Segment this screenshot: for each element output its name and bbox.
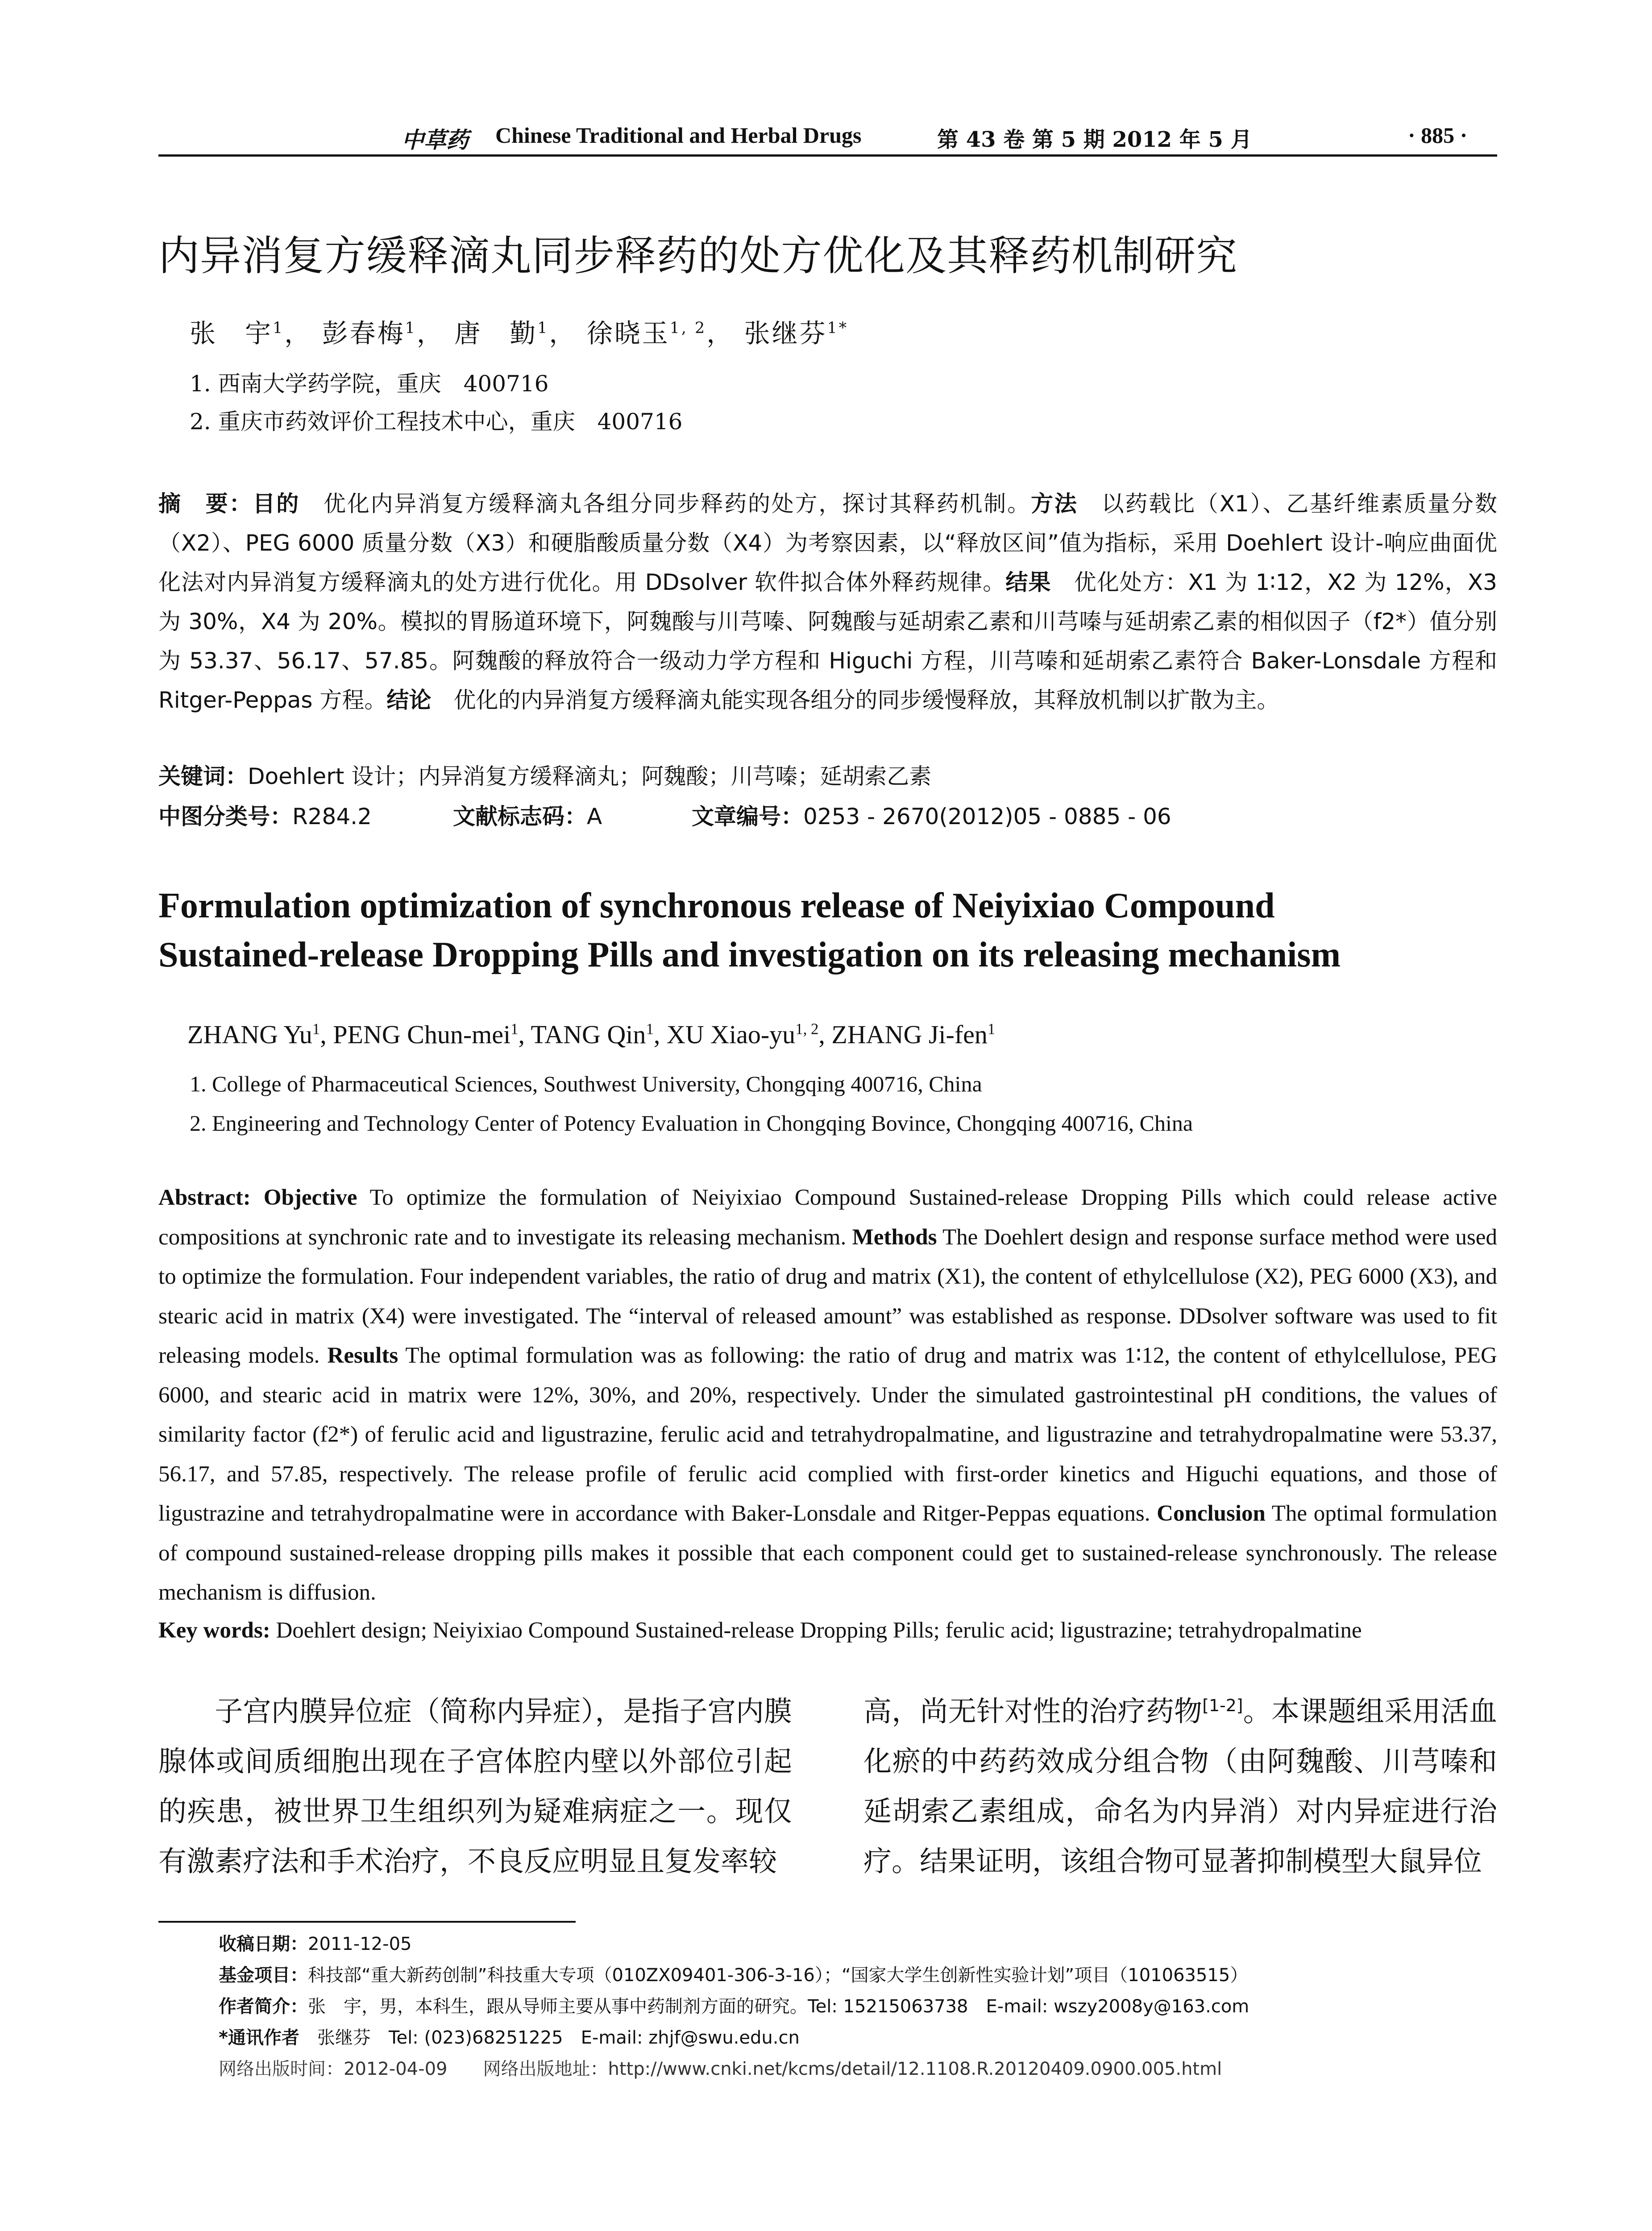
abstract-cn-label: 摘 要： [158,491,253,517]
objective-label-cn: 目的 [253,491,300,517]
affiliation-cn-1: 1. 西南大学药学院，重庆 400716 [190,371,549,397]
footnote-corresponding: *通讯作者 张继芬 Tel: (023)68251225 E-mail: zhjf@swu.edu.cn [219,2028,800,2048]
running-header [158,117,1497,153]
online-url-link[interactable]: http://www.cnki.net/kcms/detail/12.1108.R.20120409.0900.005.html [608,2059,1222,2079]
conclusion-label-cn: 结论 [386,687,432,713]
author-cn: 唐 勤 [454,318,538,348]
results-label-en: Results [327,1343,398,1368]
keywords-cn: 关键词：Doehlert 设计；内异消复方缓释滴丸；阿魏酸；川芎嗪；延胡索乙素 [158,763,932,789]
conclusion-label-en: Conclusion [1157,1501,1266,1526]
page-number: · 885 · [1408,123,1468,148]
authors-en: ZHANG Yu$^1$, PENG Chun-mei$^1$, TANG Qin$^1$, XU Xiao-yu$^{1, 2}$, ZHANG Ji-fen$^1$ [187,1020,996,1049]
author-cn: 彭春梅 [322,318,405,348]
title-en: Formulation optimization of synchronous release of Neiyixiao Compound Sustained-release Dropping Pills and investigation on its releasing mechanism [158,886,1341,975]
methods-label-en: Methods [852,1224,937,1250]
footnote-author: 作者简介：张 宇，男，本科生，跟从导师主要从事中药制剂方面的研究。Tel: 15215063738 E-mail: wszy2008y@163.com [219,1996,1249,2017]
methods-label-cn: 方法 [1031,491,1078,517]
abstract-cn: 摘 要：目的 优化内异消复方缓释滴丸各组分同步释药的处方，探讨其释药机制。方法 以药载比（X1）、乙基纤维素质量分数（X2）、PEG 6000 质量分数（X3）和硬脂酸质量分数（X4）为考察因素，以“释放区间”值为指标，采用 Doehlert 设计-响应曲面优化法对内异消复方缓释滴丸的处方进行优化。用 DDsolver 软件拟合体外释药规律。结果 优化处方：X1 为 1∶12，X2 为 12%，X3 为 30%，X4 为 20%。模拟的胃肠道环境下，阿魏酸与川芎嗪、阿魏酸与延胡索乙素和川芎嗪与延胡索乙素的相似因子（f2*）值分别为 53.37、56.17、57.85。阿魏酸的释放符合一级动力学方程和 Higuchi 方程，川芎嗪和延胡索乙素符合 Baker-Lonsdale 方程和 Ritger-Peppas 方程。结论 优化的内异消复方缓释滴丸能实现各组分的同步缓慢释放，其释放机制以扩散为主。 [158,491,1498,713]
footnote-fund: 基金项目：科技部“重大新药创制”科技重大专项（010ZX09401-306-3-16）；“国家大学生创新性实验计划”项目（101063515） [219,1965,1248,1986]
keywords-en: Key words: Doehlert design; Neiyixiao Compound Sustained-release Dropping Pills; ferulic acid; ligustrazine; tetrahydropalmatine [158,1618,1362,1643]
abstract-en: Abstract: Objective To optimize the formulation of Neiyixiao Compound Sustained-release Dropping Pills which could release active compositions at synchronic rate and to investigate its releasing mechanism. Methods The Doehlert design and response surface method were used to optimize the formulation. Four independent variables, the ratio of drug and matrix (X1), the content of ethylcellulose (X2), PEG 6000 (X3), and stearic acid in matrix (X4) were investigated. The “interval of released amount” was established as response. DDsolver software was used to fit releasing models. Results The optimal formulation was as following: the ratio of drug and matrix was 1∶12, the content of ethylcellulose, PEG 6000, and stearic acid in matrix were 12%, 30%, and 20%, respectively. Under the simulated gastrointestinal pH conditions, the values of similarity factor (f2*) of ferulic acid and ligustrazine, ferulic acid and tetrahydropalmatine, and ligustrazine and tetrahydropalmatine were 53.37, 56.17, and 57.85, respectively. The release profile of ferulic acid complied with first-order kinetics and Higuchi equations, and those of ligustrazine and tetrahydropalmatine were in accordance with Baker-Lonsdale and Ritger-Peppas equations. Conclusion The optimal formulation of compound sustained-release dropping pills makes it possible that each component could get to sustained-release synchronously. The release mechanism is diffusion. [158,1185,1498,1605]
authors-cn: 张 宇$^1$， 彭春梅$^1$， 唐 勤$^1$， 徐晓玉$^{1, 2}$， 张继芬$^{1*}$ [190,318,849,348]
footnote-received: 收稿日期：2011-12-05 [219,1934,412,1954]
header-rule [158,154,1497,157]
author-cn: 张继芬 [744,318,827,348]
results-label-cn: 结果 [1005,569,1051,595]
body-column-right: 高，尚无针对性的治疗药物[1-2]。本课题组采用活血化瘀的中药药效成分组合物（由阿魏酸、川芎嗪和延胡索乙素组成，命名为内异消）对内异症进行治疗。结果证明，该组合物可显著抑制模型大鼠异位 [863,1695,1498,1878]
objective-label-en: Objective [263,1185,357,1210]
footnote-online: 网络出版时间：2012-04-09 网络出版地址：http://www.cnki.net/kcms/detail/12.1108.R.20120409.0900.005.html [219,2059,1222,2079]
body-column-left: 子宫内膜异位症（简称内异症），是指子宫内膜腺体或间质细胞出现在子宫体腔内壁以外部位引起的疾患，被世界卫生组织列为疑难病症之一。现仅有激素疗法和手术治疗，不良反应明显且复发率较 [158,1695,792,1878]
journal-name-cn: 中草药 [402,127,469,153]
footnote-rule [158,1921,576,1923]
affiliation-cn-2: 2. 重庆市药效评价工程技术中心，重庆 400716 [190,409,683,435]
affiliation-en-2: 2. Engineering and Technology Center of Potency Evaluation in Chongqing Bovince, Chongqing 400716, China [190,1111,1193,1136]
author-cn: 徐晓玉 [586,318,670,348]
abstract-en-label: Abstract: [158,1185,251,1210]
journal-name-en: Chinese Traditional and Herbal Drugs [495,123,862,148]
issue-info: 第 43 卷 第 5 期 2012 年 5 月 [937,127,1252,152]
citation-ref[interactable]: [1-2] [1202,1696,1243,1715]
affiliation-en-1: 1. College of Pharmaceutical Sciences, Southwest University, Chongqing 400716, China [190,1071,982,1096]
title-cn: 内异消复方缓释滴丸同步释药的处方优化及其释药机制研究 [158,232,1238,280]
classification-line: 中图分类号：R284.2 文献标志码：A 文章编号：0253 - 2670(2012)05 - 0885 - 06 [158,804,1171,829]
author-cn: 张 宇 [190,318,273,348]
